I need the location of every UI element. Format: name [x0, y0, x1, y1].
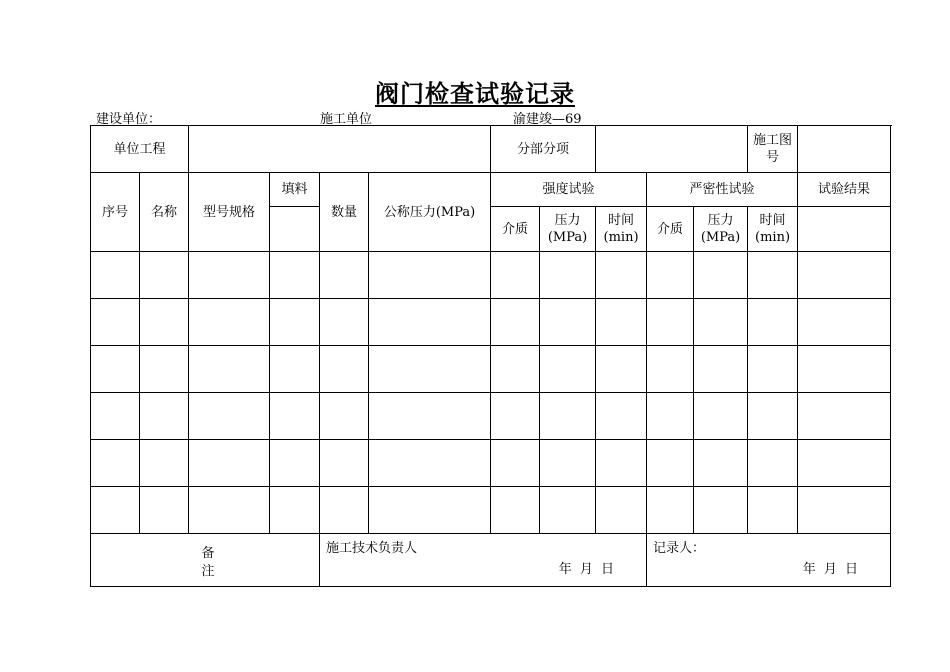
form-title-text: 阀门检查试验记录 — [375, 79, 575, 108]
table-cell[interactable] — [369, 393, 491, 440]
table-cell[interactable] — [140, 346, 189, 393]
table-cell[interactable] — [647, 393, 694, 440]
tech-lead-cell[interactable] — [320, 534, 647, 587]
header-seq: 序号 — [91, 173, 140, 252]
form-code: 渝建竣—69 — [513, 112, 582, 127]
table-cell[interactable] — [748, 252, 798, 299]
table-cell[interactable] — [694, 299, 748, 346]
table-cell[interactable] — [91, 299, 140, 346]
table-row — [91, 299, 891, 346]
table-cell[interactable] — [540, 299, 596, 346]
sub-item-field[interactable] — [596, 126, 748, 173]
strength-medium-header: 介质 — [491, 207, 540, 252]
table-cell[interactable] — [91, 487, 140, 534]
table-cell[interactable] — [491, 440, 540, 487]
table-cell[interactable] — [596, 440, 647, 487]
sub-item-label: 分部分项 — [491, 126, 596, 173]
table-cell[interactable] — [596, 487, 647, 534]
header-model: 型号规格 — [189, 173, 270, 252]
table-cell[interactable] — [491, 252, 540, 299]
table-cell[interactable] — [189, 440, 270, 487]
table-cell[interactable] — [647, 440, 694, 487]
table-cell[interactable] — [798, 487, 891, 534]
table-cell[interactable] — [320, 299, 369, 346]
table-cell[interactable] — [647, 252, 694, 299]
table-cell[interactable] — [270, 346, 320, 393]
footer-row — [91, 534, 891, 587]
table-row — [91, 440, 891, 487]
remark-cell[interactable]: 备 注 — [91, 534, 320, 587]
table-cell[interactable] — [369, 252, 491, 299]
table-cell[interactable] — [189, 487, 270, 534]
strength-pressure-header: 压力 (MPa) — [540, 207, 596, 252]
table-cell[interactable] — [647, 487, 694, 534]
header-name: 名称 — [140, 173, 189, 252]
form-title — [0, 74, 950, 109]
table-cell[interactable] — [369, 440, 491, 487]
header-tightness-test: 严密性试验 — [647, 173, 798, 207]
drawing-no-field[interactable] — [798, 126, 891, 173]
table-cell[interactable] — [189, 393, 270, 440]
table-cell[interactable] — [596, 299, 647, 346]
table-cell[interactable] — [491, 487, 540, 534]
table-cell[interactable] — [540, 252, 596, 299]
table-cell[interactable] — [189, 252, 270, 299]
table-cell[interactable] — [798, 393, 891, 440]
valve-test-table — [90, 125, 891, 587]
tech-lead-label: 施工技术负责人 — [326, 541, 418, 556]
table-cell[interactable] — [748, 346, 798, 393]
table-cell[interactable] — [270, 440, 320, 487]
table-row — [91, 487, 891, 534]
table-cell[interactable] — [91, 346, 140, 393]
header-row-1 — [91, 173, 891, 207]
table-cell[interactable] — [647, 299, 694, 346]
table-cell[interactable] — [540, 346, 596, 393]
table-cell[interactable] — [491, 346, 540, 393]
table-cell[interactable] — [491, 393, 540, 440]
table-cell[interactable] — [596, 346, 647, 393]
construct-unit-label: 施工单位 — [320, 112, 373, 127]
table-cell[interactable] — [91, 252, 140, 299]
table-row — [91, 252, 891, 299]
table-cell[interactable] — [798, 346, 891, 393]
table-cell[interactable] — [320, 393, 369, 440]
table-cell[interactable] — [140, 393, 189, 440]
table-cell[interactable] — [140, 299, 189, 346]
table-cell[interactable] — [694, 252, 748, 299]
table-cell[interactable] — [540, 487, 596, 534]
table-cell[interactable] — [694, 440, 748, 487]
header-quantity: 数量 — [320, 173, 369, 252]
table-cell[interactable] — [140, 252, 189, 299]
recorder-cell[interactable] — [647, 534, 891, 587]
table-cell[interactable] — [798, 299, 891, 346]
header-nominal-pressure: 公称压力(MPa) — [369, 173, 491, 252]
header-result: 试验结果 — [798, 173, 891, 207]
tightness-time-header: 时间 (min) — [748, 207, 798, 252]
table-cell[interactable] — [140, 487, 189, 534]
table-row — [91, 393, 891, 440]
table-cell[interactable] — [596, 393, 647, 440]
table-cell[interactable] — [270, 252, 320, 299]
table-cell[interactable] — [748, 393, 798, 440]
table-cell[interactable] — [270, 487, 320, 534]
table-cell[interactable] — [270, 393, 320, 440]
table-cell[interactable] — [596, 252, 647, 299]
table-cell[interactable] — [140, 440, 189, 487]
tightness-medium-header: 介质 — [647, 207, 694, 252]
unit-project-label: 单位工程 — [91, 126, 189, 173]
packing-field[interactable] — [270, 207, 320, 252]
header-packing: 填料 — [270, 173, 320, 207]
recorder-label: 记录人： — [653, 541, 706, 556]
result-field[interactable] — [798, 207, 891, 252]
table-cell[interactable] — [369, 299, 491, 346]
table-cell[interactable] — [189, 299, 270, 346]
table-cell[interactable] — [320, 346, 369, 393]
table-cell[interactable] — [798, 440, 891, 487]
table-cell[interactable] — [694, 487, 748, 534]
table-cell[interactable] — [491, 299, 540, 346]
table-cell[interactable] — [748, 440, 798, 487]
recorder-date: 年 月 日 — [802, 562, 861, 577]
table-cell[interactable] — [748, 487, 798, 534]
table-cell[interactable] — [320, 440, 369, 487]
table-cell[interactable] — [694, 346, 748, 393]
tightness-pressure-header: 压力 (MPa) — [694, 207, 748, 252]
table-cell[interactable] — [369, 487, 491, 534]
table-cell[interactable] — [798, 252, 891, 299]
table-cell[interactable] — [369, 346, 491, 393]
table-cell[interactable] — [320, 487, 369, 534]
build-unit-label: 建设单位： — [96, 112, 162, 127]
header-strength-test: 强度试验 — [491, 173, 647, 207]
table-cell[interactable] — [270, 299, 320, 346]
table-cell[interactable] — [647, 346, 694, 393]
tech-lead-date: 年 月 日 — [558, 562, 617, 577]
table-row — [91, 346, 891, 393]
strength-time-header: 时间 (min) — [596, 207, 647, 252]
table-cell[interactable] — [320, 252, 369, 299]
table-cell[interactable] — [91, 393, 140, 440]
drawing-no-label: 施工图号 — [748, 126, 798, 173]
table-cell[interactable] — [540, 440, 596, 487]
table-cell[interactable] — [91, 440, 140, 487]
table-cell[interactable] — [540, 393, 596, 440]
unit-row — [91, 126, 891, 173]
table-cell[interactable] — [748, 299, 798, 346]
table-cell[interactable] — [694, 393, 748, 440]
unit-project-field[interactable] — [189, 126, 491, 173]
table-cell[interactable] — [189, 346, 270, 393]
